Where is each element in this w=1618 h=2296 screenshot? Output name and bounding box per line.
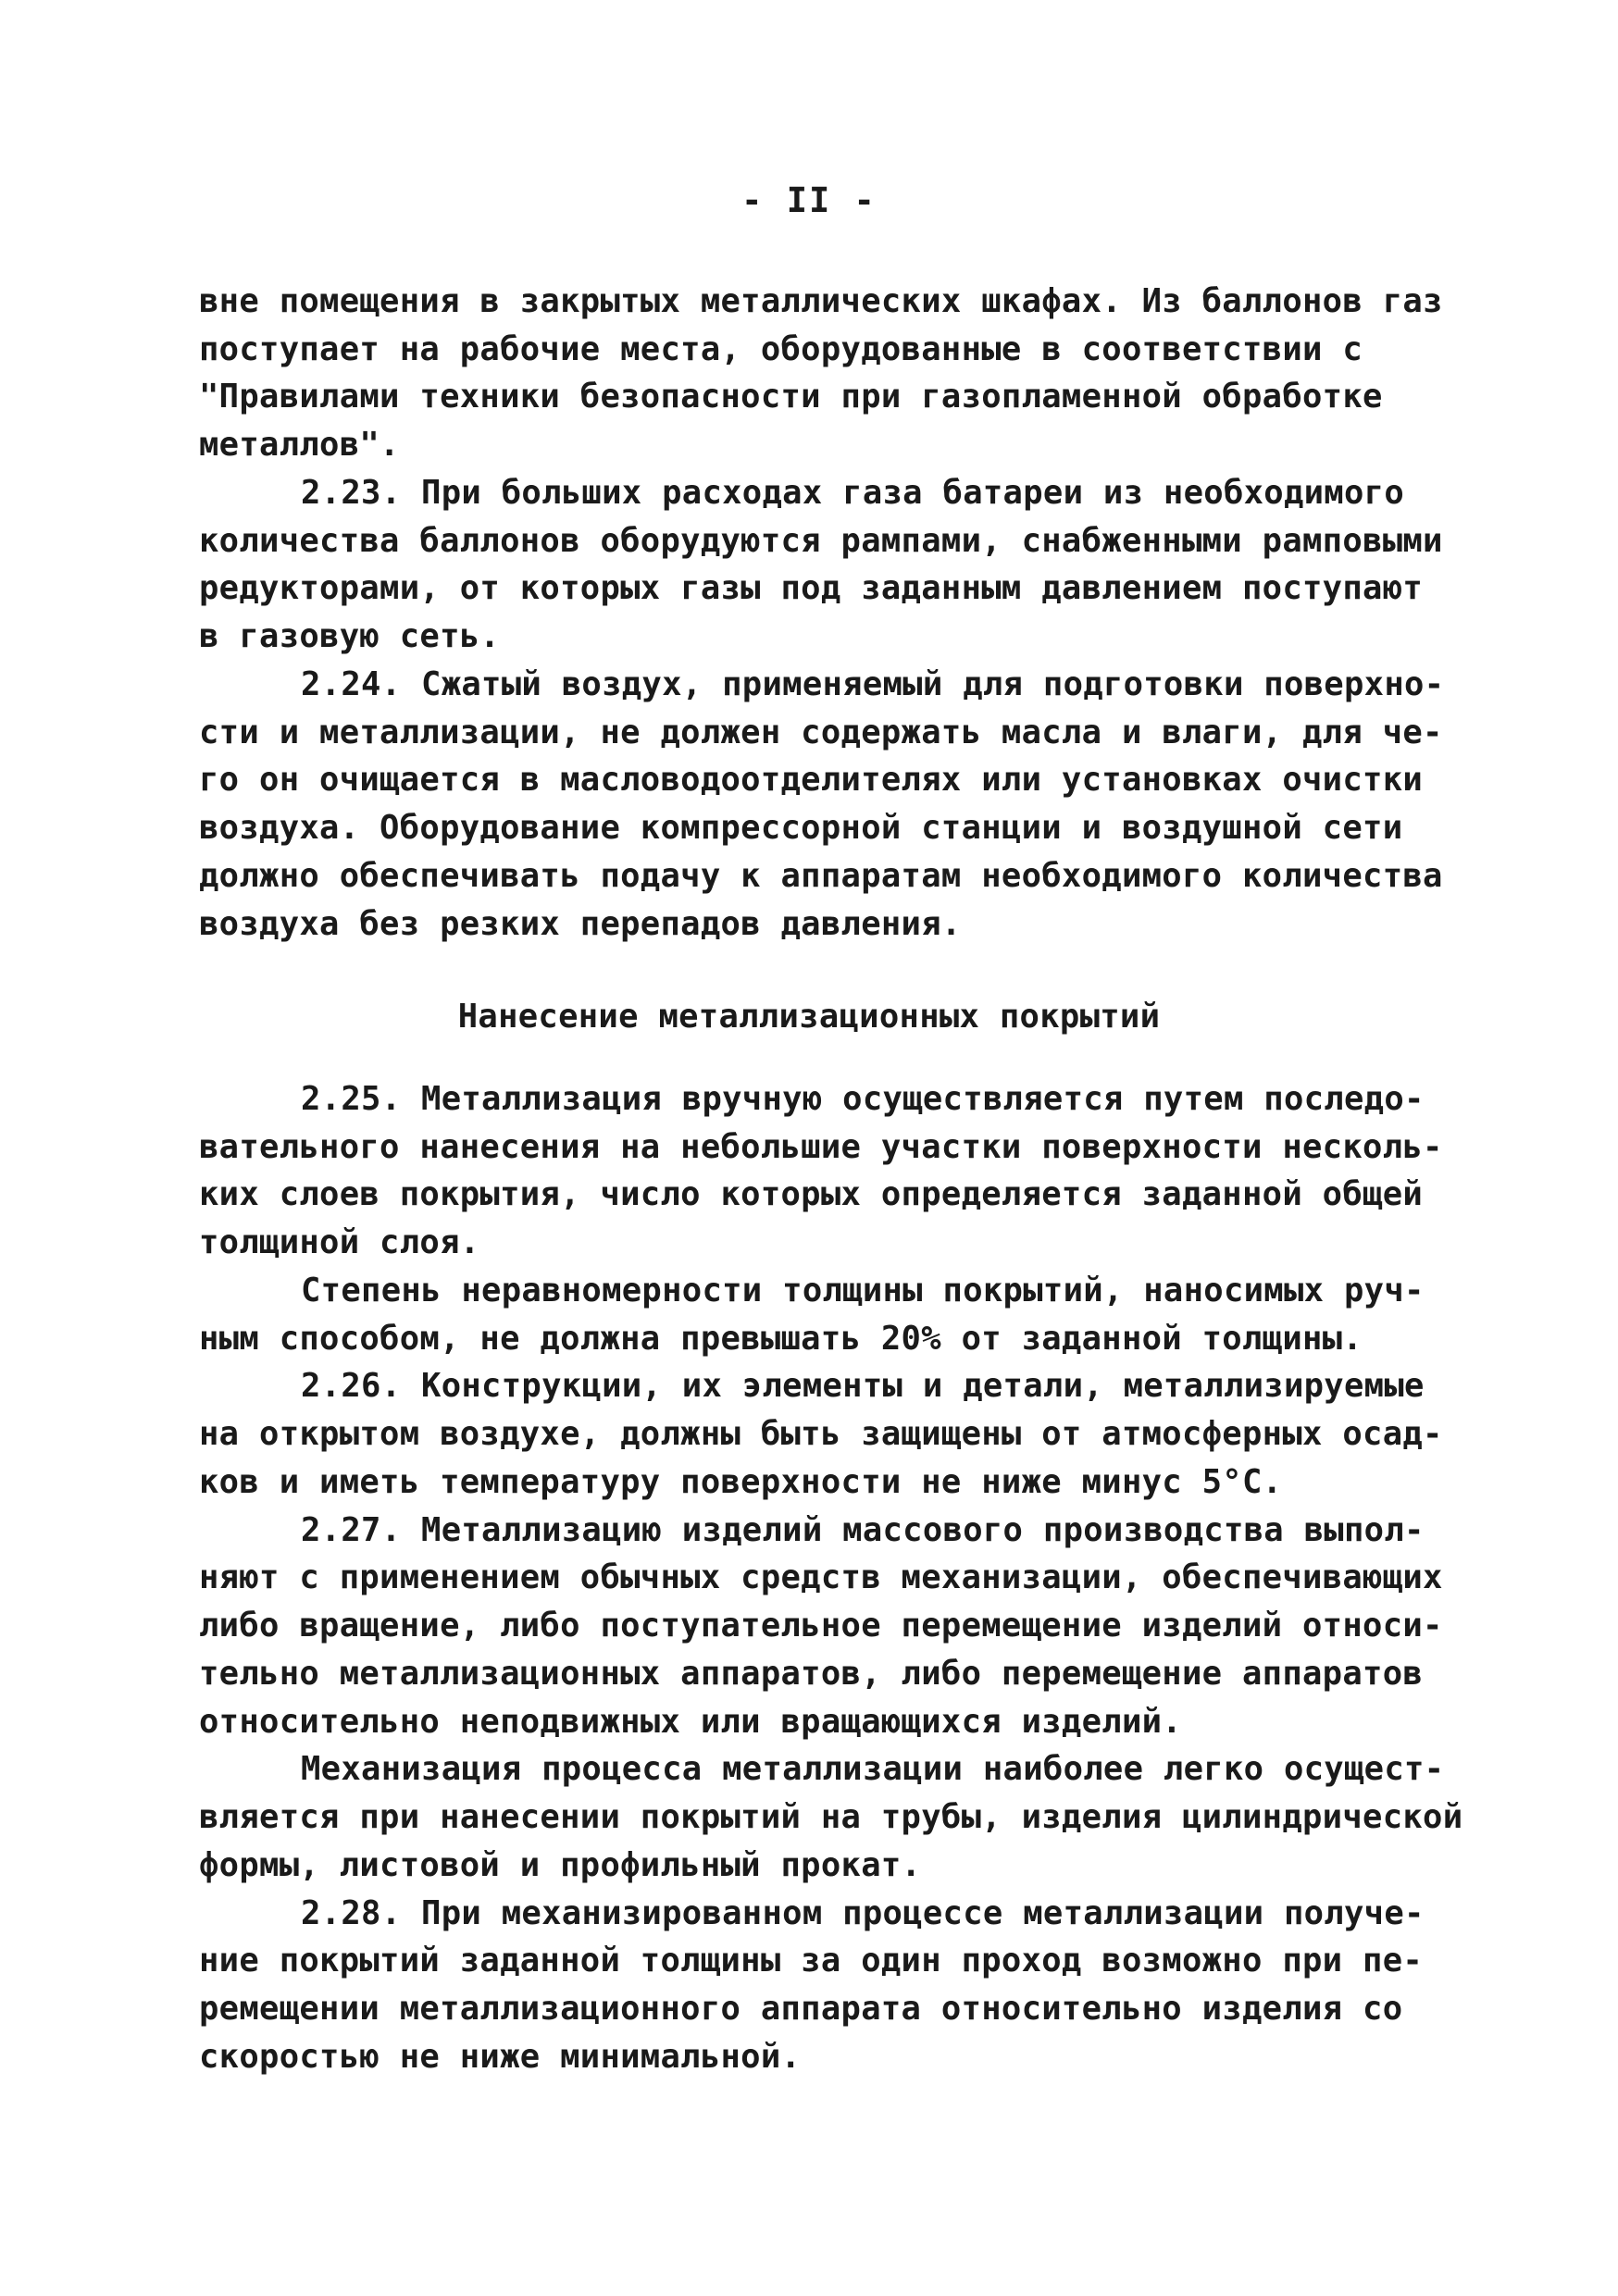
- uniformity-paragraph-line-1: Степень неравномерности толщины покрытий, наносимых руч-: [301, 1272, 1425, 1309]
- clause-2-25-line-4: толщиной слоя.: [199, 1223, 480, 1261]
- clause-2-25-line-3: ких слоев покрытия, число которых определяется заданной общей: [199, 1175, 1424, 1213]
- page-number: - II -: [741, 180, 877, 220]
- clause-2-24-line-4: воздуха. Оборудование компрессорной станции и воздушной сети: [199, 809, 1403, 847]
- paragraph-1-line-1: вне помещения в закрытых металлических шкафах. Из баллонов газ: [199, 282, 1443, 320]
- clause-2-23-line-2: количества баллонов оборудуются рампами, снабженными рамповыми: [199, 522, 1443, 560]
- mechanization-paragraph-line-1: Механизация процесса металлизации наиболее легко осущест-: [301, 1750, 1445, 1788]
- mechanization-paragraph-line-3: формы, листовой и профильный прокат.: [199, 1846, 922, 1884]
- clause-2-26-line-3: ков и иметь температуру поверхности не ниже минус 5°С.: [199, 1463, 1283, 1501]
- clause-2-27-line-2: няют с применением обычных средств механизации, обеспечивающих: [199, 1558, 1443, 1596]
- clause-2-26-line-1: 2.26. Конструкции, их элементы и детали, металлизируемые: [301, 1367, 1425, 1405]
- clause-2-27-line-5: относительно неподвижных или вращающихся изделий.: [199, 1703, 1182, 1741]
- paragraph-1-line-2: поступает на рабочие места, оборудованные в соответствии с: [199, 330, 1363, 368]
- clause-2-27-line-4: тельно металлизационных аппаратов, либо перемещение аппаратов: [199, 1655, 1424, 1693]
- clause-2-26-line-2: на открытом воздухе, должны быть защищены от атмосферных осад-: [199, 1415, 1443, 1453]
- clause-2-25-line-2: вательного нанесения на небольшие участки поверхности несколь-: [199, 1128, 1443, 1166]
- clause-2-24-line-3: го он очищается в масловодоотделителях или установках очистки: [199, 761, 1424, 799]
- paragraph-1-line-3: "Правилами техники безопасности при газопламенной обработке: [199, 378, 1383, 416]
- clause-2-23-line-1: 2.23. При больших расходах газа батареи из необходимого: [301, 474, 1405, 512]
- clause-2-23-line-4: в газовую сеть.: [199, 617, 501, 655]
- uniformity-paragraph-line-2: ным способом, не должна превышать 20% от заданной толщины.: [199, 1320, 1363, 1358]
- clause-2-27-line-1: 2.27. Металлизацию изделий массового производства выпол-: [301, 1511, 1425, 1549]
- clause-2-28-line-2: ние покрытий заданной толщины за один проход возможно при пе-: [199, 1942, 1424, 1980]
- clause-2-28-line-1: 2.28. При механизированном процессе металлизации получе-: [301, 1894, 1425, 1932]
- clause-2-27-line-3: либо вращение, либо поступательное перемещение изделий относи-: [199, 1607, 1443, 1644]
- clause-2-28-line-4: скоростью не ниже минимальной.: [199, 2038, 802, 2076]
- clause-2-24-line-5: должно обеспечивать подачу к аппаратам необходимого количества: [199, 857, 1443, 895]
- clause-2-25-line-1: 2.25. Металлизация вручную осуществляется путем последо-: [301, 1080, 1425, 1118]
- clause-2-28-line-3: ремещении металлизационного аппарата относительно изделия со: [199, 1990, 1403, 2028]
- clause-2-24-line-6: воздуха без резких перепадов давления.: [199, 905, 962, 943]
- mechanization-paragraph-line-2: вляется при нанесении покрытий на трубы, изделия цилиндрической: [199, 1798, 1463, 1836]
- clause-2-23-line-3: редукторами, от которых газы под заданным давлением поступают: [199, 569, 1424, 607]
- clause-2-24-line-1: 2.24. Сжатый воздух, применяемый для подготовки поверхно-: [301, 665, 1445, 703]
- paragraph-1-line-4: металлов".: [199, 426, 400, 464]
- clause-2-24-line-2: сти и металлизации, не должен содержать масла и влаги, для че-: [199, 714, 1443, 751]
- section-heading: Нанесение металлизационных покрытий: [457, 998, 1161, 1036]
